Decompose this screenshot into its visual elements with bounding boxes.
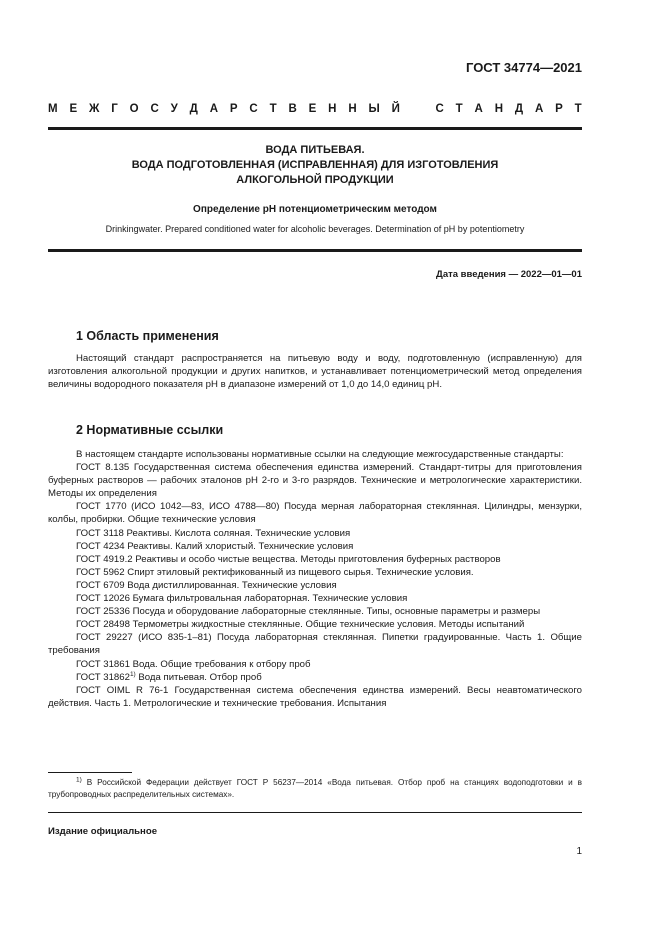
banner-letter: С xyxy=(435,103,444,115)
references-intro: В настоящем стандарте использованы нормативные ссылки на следующие межгосударственные стандарты: xyxy=(76,449,564,460)
reference-item xyxy=(48,671,582,684)
interstate-standard-banner xyxy=(48,103,582,115)
banner-letter: Г xyxy=(111,103,118,115)
banner-letter: У xyxy=(170,103,178,115)
banner-letter: А xyxy=(534,103,544,115)
banner-letter: Н xyxy=(328,103,337,115)
footnote xyxy=(48,777,582,801)
banner-letter: С xyxy=(150,103,159,115)
document-subtitle: Определение pH потенциометрическим методом xyxy=(193,204,437,215)
footnote-body: В Российской Федерации действует ГОСТ Р 56237—2014 «Вода питьевая. Отбор проб на станциях водоподготовки и в трубопроводных распределительных системах». xyxy=(48,778,582,799)
footnote-mark: 1) xyxy=(129,670,136,678)
reference-item: ГОСТ 5962 Спирт этиловый ректификованный из пищевого сырья. Технические условия. xyxy=(76,566,474,578)
section-1-heading: 1 Область применения xyxy=(76,329,219,343)
edition-rule xyxy=(48,812,582,813)
banner-letter: Д xyxy=(189,103,198,115)
banner-letter: Й xyxy=(391,103,400,115)
banner-letter: М xyxy=(48,103,58,115)
title-rule xyxy=(48,249,582,252)
reference-item: ГОСТ 28498 Термометры жидкостные стеклянные. Общие технические условия. Методы испытаний xyxy=(76,619,525,631)
page-number: 1 xyxy=(576,846,582,857)
banner-letter: Е xyxy=(69,103,78,115)
title-line-3: АЛКОГОЛЬНОЙ ПРОДУКЦИИ xyxy=(236,174,394,186)
section-1-paragraph xyxy=(48,352,582,391)
scope-text: Настоящий стандарт распространяется на питьевую воду и воду, подготовленную (исправленную) для изготовления алкогольной продукции и других напитков, и устанавливает потенциометрический метод определения величины водородного показателя pH в диапазоне измерений от 1,0 до 14,0 единиц pH. xyxy=(48,353,582,391)
banner-letter: Т xyxy=(574,103,582,115)
banner-letter: Д xyxy=(514,103,524,115)
reference-item: ГОСТ 29227 (ИСО 835-1–81) Посуда лабораторная стеклянная. Пипетки градуированные. Часть 1. Общие требования xyxy=(48,632,582,657)
banner-letter: Ж xyxy=(88,103,100,115)
footnote-rule xyxy=(48,772,132,773)
reference-item: ГОСТ 12026 Бумага фильтровальная лабораторная. Технические условия xyxy=(76,593,408,605)
banner-letter: О xyxy=(129,103,139,115)
reference-item: ГОСТ 8.135 Государственная система обеспечения единства измерений. Стандарт-титры для приготовления буферных растворов — рабочих эталонов pH 2-го и 3-го разрядов. Технические и метрологические характеристики. Методы их определения xyxy=(48,462,582,500)
reference-item: ГОСТ 6709 Вода дистиллированная. Технические условия xyxy=(76,579,337,591)
footnote-text xyxy=(48,777,582,801)
banner-letter: А xyxy=(474,103,483,115)
reference-item: ГОСТ 31861 Вода. Общие требования к отбору проб xyxy=(76,658,311,670)
reference-code: ГОСТ 31862 xyxy=(76,671,130,683)
edition-label: Издание официальное xyxy=(48,826,158,837)
reference-item: ГОСТ OIML R 76-1 Государственная система обеспечения единства измерений. Весы неавтоматического действия. Часть 1. Метрологические и технические требования. Испытания xyxy=(48,684,582,709)
footnote-mark: 1) xyxy=(76,776,82,784)
reference-title: Вода питьевая. Отбор проб xyxy=(135,671,262,683)
reference-item: ГОСТ 4234 Реактивы. Калий хлористый. Технические условия xyxy=(76,540,354,552)
banner-letter: Т xyxy=(269,103,277,115)
standard-number: ГОСТ 34774—2021 xyxy=(466,60,582,75)
title-line-1: ВОДА ПИТЬЕВАЯ. xyxy=(265,144,365,156)
banner-letter: Ы xyxy=(368,103,380,115)
reference-item: ГОСТ 4919.2 Реактивы и особо чистые вещества. Методы приготовления буферных растворов xyxy=(76,553,501,565)
banner-letter: А xyxy=(209,103,219,115)
section-2-heading: 2 Нормативные ссылки xyxy=(76,423,224,437)
reference-item: ГОСТ 3118 Реактивы. Кислота соляная. Технические условия xyxy=(76,527,351,539)
document-title xyxy=(48,143,582,188)
reference-item: ГОСТ 1770 (ИСО 1042—83, ИСО 4788—80) Посуда мерная лабораторная стеклянная. Цилиндры, мензурки, колбы, пробирки. Общие технические условия xyxy=(48,501,582,526)
banner-letter: Н xyxy=(494,103,504,115)
banner-letter: Н xyxy=(348,103,357,115)
header-rule xyxy=(48,127,582,130)
banner-letter: Т xyxy=(455,103,463,115)
banner-letter: С xyxy=(249,103,258,115)
banner-letter: Е xyxy=(308,103,317,115)
banner-letter: В xyxy=(288,103,297,115)
normative-references xyxy=(48,448,582,710)
banner-letter: Р xyxy=(555,103,563,115)
introduction-date: Дата введения — 2022—01—01 xyxy=(436,269,582,280)
english-title: Drinkingwater. Prepared conditioned water for alcoholic beverages. Determination of pH by potentiometry xyxy=(105,224,525,234)
title-line-2: ВОДА ПОДГОТОВЛЕННАЯ (ИСПРАВЛЕННАЯ) ДЛЯ ИЗГОТОВЛЕНИЯ xyxy=(131,159,499,171)
banner-letter: Р xyxy=(229,103,238,115)
reference-item: ГОСТ 25336 Посуда и оборудование лабораторные стеклянные. Типы, основные параметры и размеры xyxy=(76,606,541,618)
